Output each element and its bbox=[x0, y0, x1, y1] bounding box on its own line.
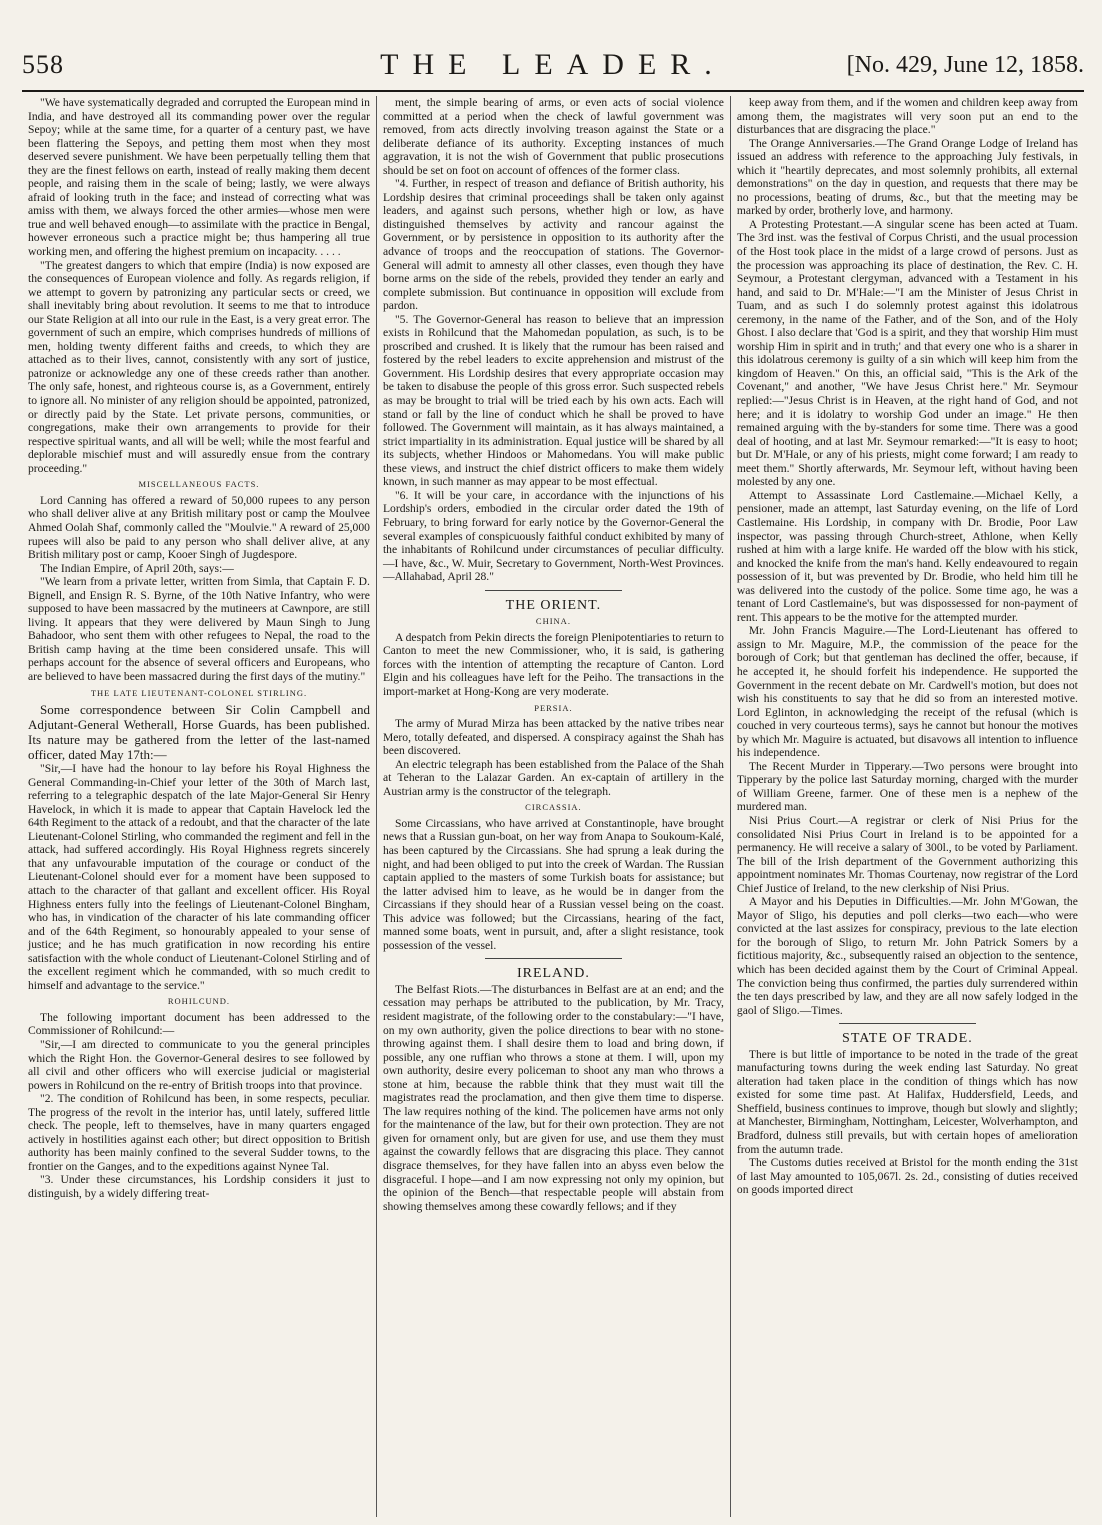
masthead bbox=[22, 50, 1084, 92]
paragraph: The Recent Murder in Tipperary.—Two persons were brought into Tipperary by the police last Saturday morning, charged with the murder of William Greene, farmer. One of these men is a nephew of the murdered man. bbox=[736, 759, 1078, 814]
column-1 bbox=[22, 96, 376, 1517]
subsection-heading: PERSIA. bbox=[534, 702, 573, 713]
paragraph: "5. The Governor-General has reason to believe that an impression exists in Rohilcund that the Mahomedan population, as such, is to be proscribed and crushed. It is likely that the rumour has been raised and fostered by the rebel leaders to excite apprehension and mistrust of the Government. His Lordship desires that every appropriate occasion may be taken to disabuse the people of this gross error. Such suspected rebels as may be brought to trial will be tried each by his own acts. Each will stand or fall by the line of conduct which he shall be proved to have followed. The Government will maintain, as it has always maintained, a strict impartiality in its administration. Equal justice will be shared by all its subjects, whether Hindoos or Mahomedans. You will make public these views, and instruct the chief district officers to make them widely known, in such manner as may appear to be most effectual. bbox=[382, 312, 724, 489]
paragraph: "Sir,—I have had the honour to lay before his Royal Highness the General Commanding-in-Chief your letter of the 30th of March last, referring to a telegraphic despatch of the late Major-General Sir Henry Havelock, in which it is made to appear that Captain Havelock led the 64th Regiment to the attack of a redoubt, and that the character of the late Lieutenant-Colonel Stirling, who commanded the regiment and fell in the attack, had suffered accordingly. His Royal Highness regrets sincerely that any unfavourable imputation of the courage or conduct of the Lieutenant-Colonel should ever for a moment have been supposed to attach to the character of that gallant and excellent officer. His Royal Highness enters fully into the feelings of Lieutenant-Colonel Bingham, who has, in vindication of the character of his late commanding officer and of the 64th Regiment, so honourably appealed to your sense of justice; and he has much gratification in now recording his entire satisfaction with the whole conduct of Lieutenant-Colonel Stirling and of the excellent regiment which he commanded, with so much credit to himself and advantage to the service." bbox=[28, 762, 370, 992]
newspaper-title: THE LEADER. bbox=[380, 48, 726, 81]
section-heading: THE ORIENT. bbox=[505, 597, 602, 613]
paragraph: ment, the simple bearing of arms, or even acts of social violence committed at a period when the check of lawful government was removed, from acts directly involving treason against the State or a deliberate defiance of its authority. Excepting instances of much aggravation, it is not the wish of Government that public prosecutions should be set on foot on account of offences of the former class. bbox=[382, 96, 724, 177]
page-number: 558 bbox=[22, 50, 64, 79]
paragraph: "6. It will be your care, in accordance with the injunctions of his Lordship's orders, embodied in the circular order dated the 19th of February, to bring forward for early notice by the Governor-General the several examples of conspicuously faithful conduct exhibited by many of the inhabitants of Rohilcund under circumstances of peculiar difficulty.—I have, &c., W. Muir, Secretary to Government, North-West Provinces.—Allahabad, April 28." bbox=[382, 488, 724, 584]
issue-info: [No. 429, June 12, 1858. bbox=[846, 52, 1084, 78]
paragraph: There is but little of importance to be noted in the trade of the great manufacturing towns during the week ending last Saturday. No great alteration had taken place in the condition of things which has now existed for some time past. At Halifax, Huddersfield, Leeds, and Sheffield, business continues to improve, though but slowly and slightly; at Manchester, Birmingham, Nottingham, Leicester, Wolverhampton, and Bradford, dulness still prevails, but with certain hopes of amelioration from the autumn trade. bbox=[736, 1047, 1078, 1156]
paragraph: Some correspondence between Sir Colin Campbell and Adjutant-General Wetherall, Horse Guards, has been published. Its nature may be gathered from the letter of the last-named officer, dated May 17th:— bbox=[28, 702, 370, 763]
section-heading: THE LATE LIEUTENANT-COLONEL STIRLING. bbox=[90, 687, 308, 698]
section-heading: STATE OF TRADE. bbox=[842, 1031, 973, 1047]
paragraph: Nisi Prius Court.—A registrar or clerk of Nisi Prius for the consolidated Nisi Prius Court in Ireland is to be appointed for a permanency. He will receive a salary of 300l., to be voted by Parliament. The bill of the Irish department of the Government authorizing this appointment nominates Mr. Thomas Courtenay, now registrar of the Lord Chief Justice of Ireland, to the new clerkship of Nisi Prius. bbox=[736, 813, 1078, 895]
column-3 bbox=[730, 96, 1084, 1517]
paragraph: "We learn from a private letter, written from Simla, that Captain F. D. Bignell, and Ensign R. S. Byrne, of the 10th Native Infantry, who were supposed to have been massacred by the mutineers at Cawnpore, are still living. It appears that they were delivered by Maun Singh to Jung Bahadoor, who sent them with other refugees to Nepal, the road to the British camp having at the time been considered unsafe. This will perhaps account for the absence of several officers and Europeans, who are believed to have been massacred during the first days of the mutiny." bbox=[28, 575, 370, 683]
paragraph: An electric telegraph has been established from the Palace of the Shah at Teheran to the Lalazar Garden. An ex-captain of artillery in the Austrian army is the constructor of the telegraph. bbox=[382, 757, 724, 798]
paragraph: A Mayor and his Deputies in Difficulties.—Mr. John M'Gowan, the Mayor of Sligo, his deputies and poll clerks—two each—who were convicted at the last assizes for conspiracy, previous to the late election for the borough of Sligo, to return Mr. John Patrick Somers by a fictitious majority, &c., subsequently raised an objection to the sentence, which has been decided against them by the Court of Criminal Appeal. The conviction being thus confirmed, the parties duly surrendered within the ten days prescribed by law, and they are all now safely lodged in the gaol of Sligo.—Times. bbox=[736, 895, 1078, 1017]
divider bbox=[839, 1023, 975, 1024]
paragraph: "Sir,—I am directed to communicate to you the general principles which the Right Hon. the Governor-General desires to see followed by all civil and other officers who will exercise judicial or magisterial powers in Rohilcund on the re-entry of British troops into that province. bbox=[28, 1038, 370, 1092]
column-2 bbox=[376, 96, 730, 1517]
paragraph: "2. The condition of Rohilcund has been, in some respects, peculiar. The progress of the revolt in the interior has, until lately, suffered little check. The people, left to themselves, have in many quarters engaged actively in hostilities against each other; but direct opposition to British authority has been mainly confined to the several Sudder towns, to the frontier on the Ganges, and to the expeditions against Nynee Tal. bbox=[28, 1092, 370, 1173]
columns bbox=[22, 96, 1084, 1517]
subsection-heading: CHINA. bbox=[535, 616, 571, 627]
paragraph: Lord Canning has offered a reward of 50,000 rupees to any person who shall deliver alive at any British military post or camp the Moulvee Ahmed Oolah Shaf, commonly called the "Moulvie." A reward of 25,000 rupees will also be paid to any person who shall deliver alive, at any British military post or camp, Kooer Singh of Jugdespore. bbox=[28, 493, 370, 562]
divider bbox=[485, 590, 621, 591]
paragraph: The following important document has been addressed to the Commissioner of Rohilcund:— bbox=[28, 1010, 370, 1038]
paragraph: The Indian Empire, of April 20th, says:— bbox=[40, 561, 234, 575]
subsection-heading: CIRCASSIA. bbox=[525, 802, 582, 813]
paragraph: Some Circassians, who have arrived at Constantinople, have brought news that a Russian gun-boat, on her way from Anapa to Soukoum-Kalé, has been captured by the Circassians. She had sprung a leak during the night, and had been obliged to put into the creek of Wardan. The Russian captain applied to the masters of some Turkish boats for assistance; but the latter advised him to leave, as he would be in danger from the Circassians if they should hear of a Russian vessel being on the coast. This advice was followed; but the Circassians, hearing of the fact, manned some boats, went in pursuit, and, after a slight resistance, took possession of the vessel. bbox=[382, 816, 724, 952]
section-heading: ROHILCUND. bbox=[167, 996, 231, 1007]
paragraph: "3. Under these circumstances, his Lordship considers it just to distinguish, by a widely differing treat- bbox=[28, 1173, 370, 1201]
paragraph: "We have systematically degraded and corrupted the European mind in India, and have destroyed all its commanding power over the regular Sepoy; while at the same time, for a quarter of a century past, we have been flattering the Sepoys, and petting them most when they most deserved severe punishment. We have been perpetually telling them that they are the finest fellows on earth, instead of really making them decent people, and raising them in the scale of being; lastly, we were always afraid of looking truth in the face; and instead of correcting what was amiss with them, we always forced the other armies—whose men were true and well behaved enough—to assimilate with the practice in Bengal, however erroneous such a practice might be; thus hampering all true working men, and offering the highest premium on incapacity. . . . . bbox=[28, 96, 370, 259]
paragraph: The Belfast Riots.—The disturbances in Belfast are at an end; and the cessation may perhaps be attributed to the publication, by Mr. Tracy, resident magistrate, of the following order to the constabulary:—"I have, on my own authority, given the police directions to bear with no stone-throwing against them. I shall desire them to load and bring down, if possible, any one ruffian who throws a stone at them. I will, upon my own authority, desire every policeman to shoot any man who throws a stone at him, because the rabble think that they must wait till the magistrates read the proclamation, and then give them time to disperse. The law requires nothing of the kind. The policemen have arms not only for the maintenance of the law, but for their own protection. They are not given for ornament only, but are given for use, and use them they must against the cowardly fellows that are disgracing this place. They cannot disgrace themselves, for they have fallen into an abyss even below the disgraceful. I hope—and I am now expressing not only my opinion, but the opinion of the Bench—that respectable people will abstain from showing themselves among these cowardly fellows; and if they bbox=[382, 982, 724, 1213]
paragraph: keep away from them, and if the women and children keep away from among them, the magistrates will very soon put an end to the disturbances that are disgracing the place." bbox=[736, 96, 1078, 137]
paragraph: Attempt to Assassinate Lord Castlemaine.—Michael Kelly, a pensioner, made an attempt, last Saturday evening, on the life of Lord Castlemaine. His Lordship, in company with Dr. Brodie, Poor Law inspector, was passing through Church-street, Athlone, when Kelly rushed at him with a large knife. He warded off the blow with his stick, and knocked the knife from the man's hand. Kelly endeavoured to regain possession of it, but was prevented by Dr. Brodie, who held him till he was delivered into the custody of the police. Some time ago, he was a tenant of Lord Castlemaine's, but was dispossessed for non-payment of rent. This appears to be the motive for the attempted murder. bbox=[736, 488, 1078, 624]
paragraph: The army of Murad Mirza has been attacked by the native tribes near Mero, totally defeated, and dispersed. A conspiracy against the Shah has been discovered. bbox=[382, 717, 724, 758]
paragraph: "The greatest dangers to which that empire (India) is now exposed are the consequences of European violence and folly. As regards religion, if we attempt to govern by patronizing any particular sects or creed, we shall inevitably bring about revolution. It seems to me that to introduce our State Religion at all into our rule in the East, is a very great error. The government of such an empire, which comprises hundreds of millions of men, holding twenty different faiths and creeds, to which they are attached as to their lives, cannot, consistently with any sort of justice, patronize or acknowledge any one of these creeds rather than another. The only safe, honest, and righteous course is, as a Government, entirely to ignore all. No minister of any religion should be appointed, patronized, or directly paid by the State. Let private persons, communities, or congregations, make their own arrangements to provide for their respective spiritual wants, and all will be well; while the most fearful and deplorable mischief must and will assuredly ensue from the contrary proceeding." bbox=[28, 258, 370, 475]
divider bbox=[485, 958, 621, 959]
section-heading: IRELAND. bbox=[516, 966, 590, 982]
paragraph: "4. Further, in respect of treason and defiance of British authority, his Lordship desires that criminal proceedings shall be taken only against leaders, and against such persons, whether high or low, as have distinguished themselves by activity and rancour against the Government, or by persistence in opposition to its authority after the advance of troops and the reoccupation of stations. The Governor-General will admit to amnesty all other classes, even though they have borne arms on the side of the rebels, provided they tender an early and complete submission. But continuance in opposition will exclude from pardon. bbox=[382, 177, 724, 313]
paragraph: The Customs duties received at Bristol for the month ending the 31st of last May amounted to 105,067l. 2s. 2d., consisting of duties received on goods imported direct bbox=[736, 1156, 1078, 1197]
paragraph: Mr. John Francis Maguire.—The Lord-Lieutenant has offered to assign to Mr. Maguire, M.P., the commission of the peace for the borough of Cork; but that gentleman has declined the offer, because, if he accepted it, he should forfeit his independence. He supported the Government in the recent debate on Mr. Cardwell's motion, but does not wish his constituents to say that he did so from an interested motive. Lord Eglinton, in acknowledging the receipt of the refusal (which is couched in very courteous terms), says he cannot but honour the motives by which Mr. Maguire is actuated, but disavows all intention to influence his independence. bbox=[736, 624, 1078, 760]
paragraph: A Protesting Protestant.—A singular scene has been acted at Tuam. The 3rd inst. was the festival of Corpus Christi, and the usual procession of the Host took place in the midst of a large crowd of persons. Just as the procession was approaching its place of destination, the Rev. C. H. Seymour, a Protestant clergyman, advanced with a Testament in his hand, and said to Dr. M'Hale:—"I am the Minister of Jesus Christ in Tuam, and as such I do solemnly protest against this idolatrous ceremony, in the name of the Father, and of the Son, and of the Holy Ghost. I also declare that 'God is a spirit, and they that worship Him must worship Him in spirit and in truth;' and that every one who is a sharer in this idolatrous ceremony is guilty of a sin which will keep him from the kingdom of Heaven." On this, an official said, "This is the Ark of the Covenant," and another, "We have Jesus Christ here." Mr. Seymour replied:—"Jesus Christ is in Heaven, at the right hand of God, and not here; and it is idolatry to worship God under an image." He then remained arguing with the by-standers for some time. There was a good deal of hooting, and at last Mr. Seymour remarked:—"It is easy to hoot; but Dr. M'Hale, or any of his priests, might come forward; I am ready to meet them." Shortly afterwards, Mr. Seymour left, without having been molested by any one. bbox=[736, 217, 1078, 489]
section-heading: MISCELLANEOUS FACTS. bbox=[138, 479, 260, 490]
paragraph: A despatch from Pekin directs the foreign Plenipotentiaries to return to Canton to meet the new Commissioner, who, it is said, is gathering forces with the intention of attempting the recapture of Canton. Lord Elgin and his colleagues have left for the Peiho. The transactions in the import-market at Hong-Kong are very moderate. bbox=[382, 630, 724, 698]
paragraph: The Orange Anniversaries.—The Grand Orange Lodge of Ireland has issued an address with reference to the approaching July festivals, in which it "heartily deprecates, and most solemnly prohibits, all external demonstrations" on the day in question, and requests that there may be no processions, beating of drums, &c., but that the meeting may be marked by order, brotherly love, and harmony. bbox=[736, 136, 1078, 218]
